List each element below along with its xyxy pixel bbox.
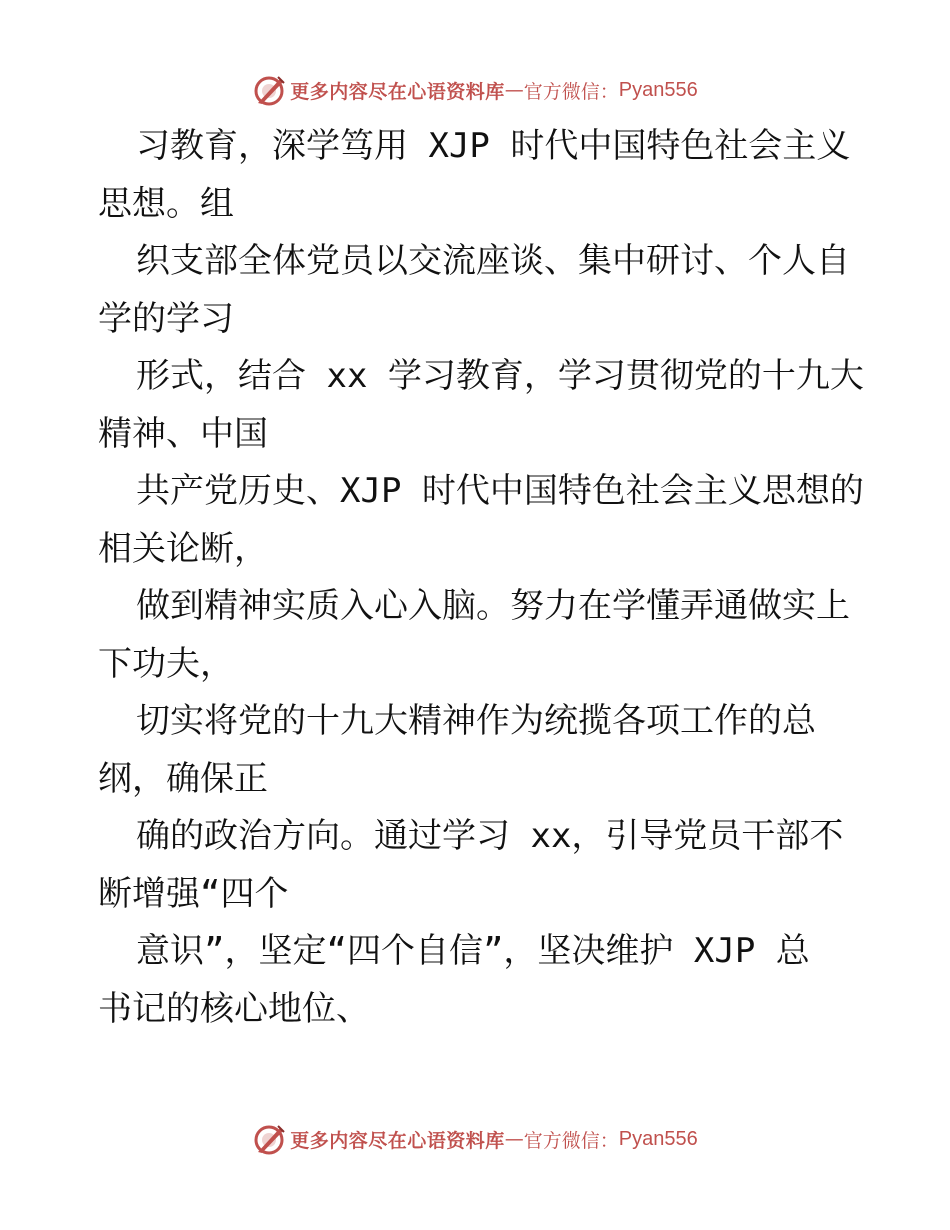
body-line: 下功夫， (98, 643, 234, 684)
footer-dash: — (504, 1128, 524, 1150)
footer-promo-text: 更多内容尽在心语资料库 (290, 1129, 505, 1152)
body-line: 纲，确保正 (98, 758, 268, 799)
header-wechat-handle: Pyan556 (618, 78, 698, 101)
body-line: 共产党历史、XJP 时代中国特色社会主义思想的 (136, 471, 864, 511)
header-promo-text: 更多内容尽在心语资料库 (290, 80, 505, 103)
body-line: 思想。组 (98, 183, 234, 224)
body-line: 确的政治方向。通过学习 xx，引导党员干部不 (136, 816, 844, 856)
body-line: 做到精神实质入心入脑。努力在学懂弄通做实上 (136, 586, 850, 626)
footer-contact-label: 官方微信： (523, 1129, 619, 1152)
body-line: 精神、中国 (98, 413, 268, 454)
header-dash: — (504, 79, 524, 101)
body-line: 习教育，深学笃用 XJP 时代中国特色社会主义 (136, 126, 851, 166)
header-contact-label: 官方微信： (523, 80, 619, 103)
footer-wechat-handle: Pyan556 (618, 1127, 698, 1150)
body-line: 织支部全体党员以交流座谈、集中研讨、个人自 (136, 241, 850, 281)
body-line: 相关论断， (98, 528, 268, 569)
body-line: 书记的核心地位、 (98, 988, 370, 1029)
body-line: 意识”，坚定“四个自信”，坚决维护 XJP 总 (136, 931, 810, 971)
logo-icon (252, 73, 286, 107)
header-banner (0, 70, 950, 110)
body-line: 学的学习 (98, 298, 234, 339)
body-line: 形式，结合 xx 学习教育，学习贯彻党的十九大 (136, 356, 864, 396)
body-text (98, 118, 898, 1038)
body-line: 切实将党的十九大精神作为统揽各项工作的总 (136, 701, 816, 741)
body-line: 断增强“四个 (98, 873, 289, 914)
logo-icon (252, 1122, 286, 1156)
footer-banner (0, 1119, 950, 1159)
